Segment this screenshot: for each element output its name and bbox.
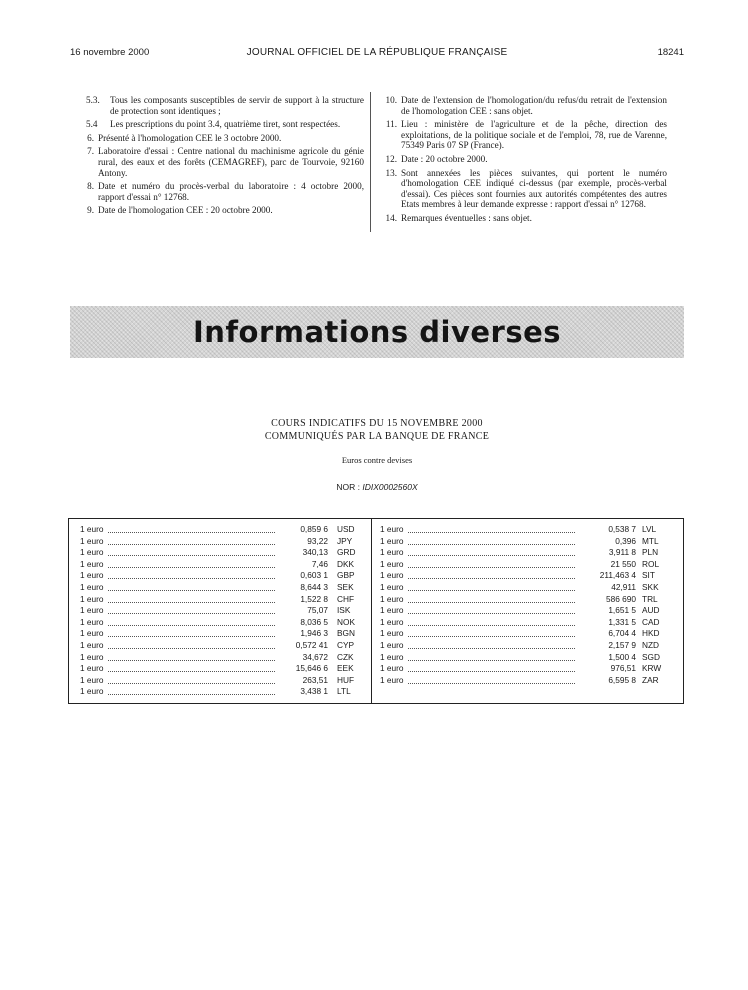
currency-code: DKK: [337, 558, 355, 569]
dot-leader: [408, 660, 576, 661]
dot-leader: [108, 602, 276, 603]
currency-code: SGD: [642, 651, 660, 662]
list-item: [74, 133, 364, 144]
dot-leader: [408, 578, 576, 579]
table-row: [80, 594, 360, 606]
rate-value: 15,646 6: [295, 663, 328, 674]
rate-value: 0,572 41: [295, 639, 328, 650]
rate-unit: 1 euro: [80, 547, 104, 558]
rate-value: 263,51: [302, 674, 328, 685]
table-row: [80, 686, 360, 698]
currency-code: GRD: [337, 547, 356, 558]
dot-leader: [108, 683, 276, 684]
rate-unit: 1 euro: [380, 593, 404, 604]
rate-unit: 1 euro: [380, 616, 404, 627]
list-item: [74, 205, 364, 216]
rate-value: 1,331 5: [608, 616, 636, 627]
currency-code: NOK: [337, 616, 355, 627]
currency-code: HKD: [642, 628, 660, 639]
table-row: [380, 570, 662, 582]
table-row: [380, 675, 662, 687]
rate-value: 42,911: [611, 581, 636, 592]
table-row: [80, 524, 360, 536]
header-date: 16 novembre 2000: [70, 47, 150, 58]
table-row: [80, 605, 360, 617]
currency-code: CAD: [642, 616, 660, 627]
list-item: [377, 119, 667, 151]
rate-value: 586 690: [606, 593, 636, 604]
list-item: [74, 181, 364, 202]
currency-code: NZD: [642, 639, 660, 650]
rates-left-column: [80, 524, 360, 698]
item-number: 5.4: [86, 119, 98, 130]
rate-value: 93,22: [307, 535, 328, 546]
rate-value: 0,538 7: [608, 524, 636, 534]
dot-leader: [108, 660, 276, 661]
currency-code: SIT: [642, 570, 655, 581]
item-text: Les prescriptions du point 3.4, quatrième tiret, sont respectées.: [110, 119, 341, 130]
dot-leader: [108, 636, 276, 637]
item-text: Date : 20 octobre 2000.: [401, 153, 488, 164]
rate-unit: 1 euro: [80, 593, 104, 604]
dot-leader: [108, 625, 276, 626]
rate-value: 976,51: [610, 663, 636, 674]
table-row: [80, 547, 360, 559]
currency-code: AUD: [642, 605, 660, 616]
rate-value: 211,463 4: [599, 570, 636, 581]
rate-unit: 1 euro: [380, 663, 404, 674]
rates-subtitle: Euros contre devises: [341, 455, 413, 465]
rate-unit: 1 euro: [80, 686, 104, 697]
table-row: [380, 582, 662, 594]
table-row: [380, 559, 662, 571]
rate-unit: 1 euro: [380, 628, 404, 639]
list-item: [377, 168, 667, 210]
dot-leader: [108, 613, 276, 614]
banner-title: Informations diverses: [192, 315, 562, 349]
dot-leader: [408, 613, 576, 614]
rate-unit: 1 euro: [380, 535, 404, 546]
rates-title-line-1: COURS INDICATIFS DU 15 NOVEMBRE 2000: [271, 418, 483, 429]
dot-leader: [108, 532, 276, 533]
rate-value: 7,46: [311, 558, 328, 569]
rate-value: 3,438 1: [300, 686, 328, 697]
left-column: [74, 95, 364, 219]
rate-value: 1,946 3: [300, 628, 328, 639]
list-item: [377, 213, 667, 224]
rate-value: 1,651 5: [608, 605, 636, 616]
rate-unit: 1 euro: [80, 663, 104, 674]
item-text: Présenté à l'homologation CEE le 3 octobre 2000.: [98, 132, 282, 143]
currency-code: SKK: [642, 581, 659, 592]
rate-value: 21 550: [610, 558, 636, 569]
currency-code: HUF: [337, 674, 355, 685]
dot-leader: [108, 694, 276, 695]
currency-code: ZAR: [642, 674, 659, 685]
item-text: Remarques éventuelles : sans objet.: [401, 212, 532, 223]
rate-value: 34,672: [302, 651, 328, 662]
currency-code: EEK: [337, 663, 354, 674]
item-number: 12.: [385, 153, 397, 164]
rate-unit: 1 euro: [380, 651, 404, 662]
table-row: [380, 594, 662, 606]
table-row: [80, 652, 360, 664]
list-item: [74, 119, 364, 130]
rate-unit: 1 euro: [80, 628, 104, 639]
item-number: 9.: [87, 205, 94, 216]
page-header: [70, 47, 684, 61]
header-page-number: 18241: [657, 47, 684, 58]
rate-unit: 1 euro: [380, 558, 404, 569]
list-item: [377, 154, 667, 165]
nor-label: NOR :: [336, 482, 360, 492]
rate-unit: 1 euro: [380, 524, 404, 534]
dot-leader: [408, 671, 576, 672]
dot-leader: [108, 544, 276, 545]
section-banner: [70, 306, 684, 358]
currency-code: USD: [337, 524, 355, 534]
rate-unit: 1 euro: [380, 639, 404, 650]
rate-value: 0,859 6: [300, 524, 328, 534]
rate-value: 0,603 1: [300, 570, 328, 581]
item-text: Date de l'homologation CEE : 20 octobre 2000.: [98, 205, 273, 216]
table-row: [80, 570, 360, 582]
currency-code: BGN: [337, 628, 355, 639]
rate-unit: 1 euro: [80, 651, 104, 662]
item-number: 10.: [385, 95, 397, 105]
rate-value: 8,644 3: [300, 581, 328, 592]
currency-code: ROL: [642, 558, 660, 569]
rates-title-line-2: COMMUNIQUÉS PAR LA BANQUE DE FRANCE: [264, 431, 490, 442]
rate-unit: 1 euro: [380, 547, 404, 558]
item-number: 14.: [385, 212, 397, 223]
rate-unit: 1 euro: [80, 570, 104, 581]
item-number: 13.: [385, 167, 397, 178]
item-number: 7.: [87, 146, 94, 157]
table-row: [380, 617, 662, 629]
currency-code: PLN: [642, 547, 659, 558]
table-divider: [371, 519, 372, 703]
item-number: 11.: [385, 119, 397, 130]
dot-leader: [108, 671, 276, 672]
table-row: [380, 524, 662, 536]
currency-code: ISK: [337, 605, 351, 616]
dot-leader: [108, 590, 276, 591]
rate-value: 1,522 8: [300, 593, 328, 604]
rate-unit: 1 euro: [80, 605, 104, 616]
rate-unit: 1 euro: [80, 524, 104, 534]
dot-leader: [408, 532, 576, 533]
rate-unit: 1 euro: [80, 674, 104, 685]
rate-value: 340,13: [302, 547, 328, 558]
item-number: 6.: [87, 132, 94, 143]
rate-value: 1,500 4: [608, 651, 636, 662]
column-divider: [370, 92, 371, 232]
rate-value: 3,911 8: [608, 547, 636, 558]
table-row: [80, 675, 360, 687]
rates-right-column: [380, 524, 662, 686]
table-row: [380, 640, 662, 652]
table-row: [80, 559, 360, 571]
rate-unit: 1 euro: [380, 581, 404, 592]
table-row: [380, 628, 662, 640]
right-column: [377, 95, 667, 227]
dot-leader: [108, 567, 276, 568]
currency-code: MTL: [642, 535, 659, 546]
dot-leader: [408, 636, 576, 637]
item-text: Date et numéro du procès-verbal du laboratoire : 4 octobre 2000, rapport d'essai n° 12768.: [98, 181, 364, 202]
rate-value: 6,595 8: [608, 674, 636, 685]
dot-leader: [408, 683, 576, 684]
item-text: Tous les composants susceptibles de servir de support à la structure de protection sont identiques ;: [110, 95, 364, 116]
rate-unit: 1 euro: [80, 535, 104, 546]
dot-leader: [408, 602, 576, 603]
rate-value: 2,157 9: [608, 639, 636, 650]
currency-code: JPY: [337, 535, 353, 546]
rate-unit: 1 euro: [80, 639, 104, 650]
table-row: [80, 617, 360, 629]
rate-unit: 1 euro: [380, 605, 404, 616]
header-title: JOURNAL OFFICIEL DE LA RÉPUBLIQUE FRANÇAISE: [246, 47, 508, 58]
item-number: 5.3.: [86, 95, 100, 105]
currency-code: SEK: [337, 581, 354, 592]
currency-code: TRL: [642, 593, 658, 604]
table-row: [80, 582, 360, 594]
table-row: [380, 663, 662, 675]
table-row: [380, 605, 662, 617]
table-row: [380, 652, 662, 664]
currency-code: LTL: [337, 686, 351, 697]
exchange-rates-table: [68, 518, 684, 704]
list-item: [74, 146, 364, 178]
dot-leader: [108, 578, 276, 579]
list-item: [74, 95, 364, 116]
currency-code: CYP: [337, 639, 355, 650]
item-number: 8.: [87, 181, 94, 192]
rate-unit: 1 euro: [80, 616, 104, 627]
table-row: [80, 536, 360, 548]
rate-unit: 1 euro: [380, 570, 404, 581]
dot-leader: [408, 625, 576, 626]
nor-code: IDIX0002560X: [362, 482, 418, 492]
rate-unit: 1 euro: [380, 674, 404, 685]
rate-value: 8,036 5: [300, 616, 328, 627]
dot-leader: [108, 648, 276, 649]
item-text: Laboratoire d'essai : Centre national du machinisme agricole du génie rural, des eaux et des forêts (CEMAGREF), parc de Tourvoie, 92160 Antony.: [98, 146, 364, 178]
dot-leader: [408, 544, 576, 545]
dot-leader: [408, 648, 576, 649]
rate-value: 6,704 4: [608, 628, 636, 639]
table-row: [80, 640, 360, 652]
dot-leader: [408, 555, 576, 556]
dot-leader: [408, 590, 576, 591]
item-text: Lieu : ministère de l'agriculture et de la pêche, direction des exploitations, de la politique sociale et de l'emploi, 78, rue de Varenne, 75349 Paris 07 SP (France).: [401, 119, 667, 151]
rate-value: 0,396: [615, 535, 636, 546]
table-row: [380, 536, 662, 548]
currency-code: KRW: [642, 663, 662, 674]
rate-unit: 1 euro: [80, 558, 104, 569]
dot-leader: [108, 555, 276, 556]
nor-reference: [70, 482, 684, 492]
currency-code: CHF: [337, 593, 355, 604]
rate-value: 75,07: [307, 605, 328, 616]
table-row: [380, 547, 662, 559]
currency-code: GBP: [337, 570, 355, 581]
rate-unit: 1 euro: [80, 581, 104, 592]
item-text: Date de l'extension de l'homologation/du refus/du retrait de l'extension de l'homologation CEE : sans objet.: [401, 95, 667, 116]
item-text: Sont annexées les pièces suivantes, qui portent le numéro d'homologation CEE indiqué ci-dessus (par exemple, procès-verbal d'essai). Ces pièces sont fournies aux autorités compétentes des autres Etats membres à leur demande expresse : rapport d'essai n° 12768.: [401, 167, 667, 210]
list-item: [377, 95, 667, 116]
currency-code: CZK: [337, 651, 354, 662]
dot-leader: [408, 567, 576, 568]
currency-code: LVL: [642, 524, 657, 534]
table-row: [80, 628, 360, 640]
table-row: [80, 663, 360, 675]
